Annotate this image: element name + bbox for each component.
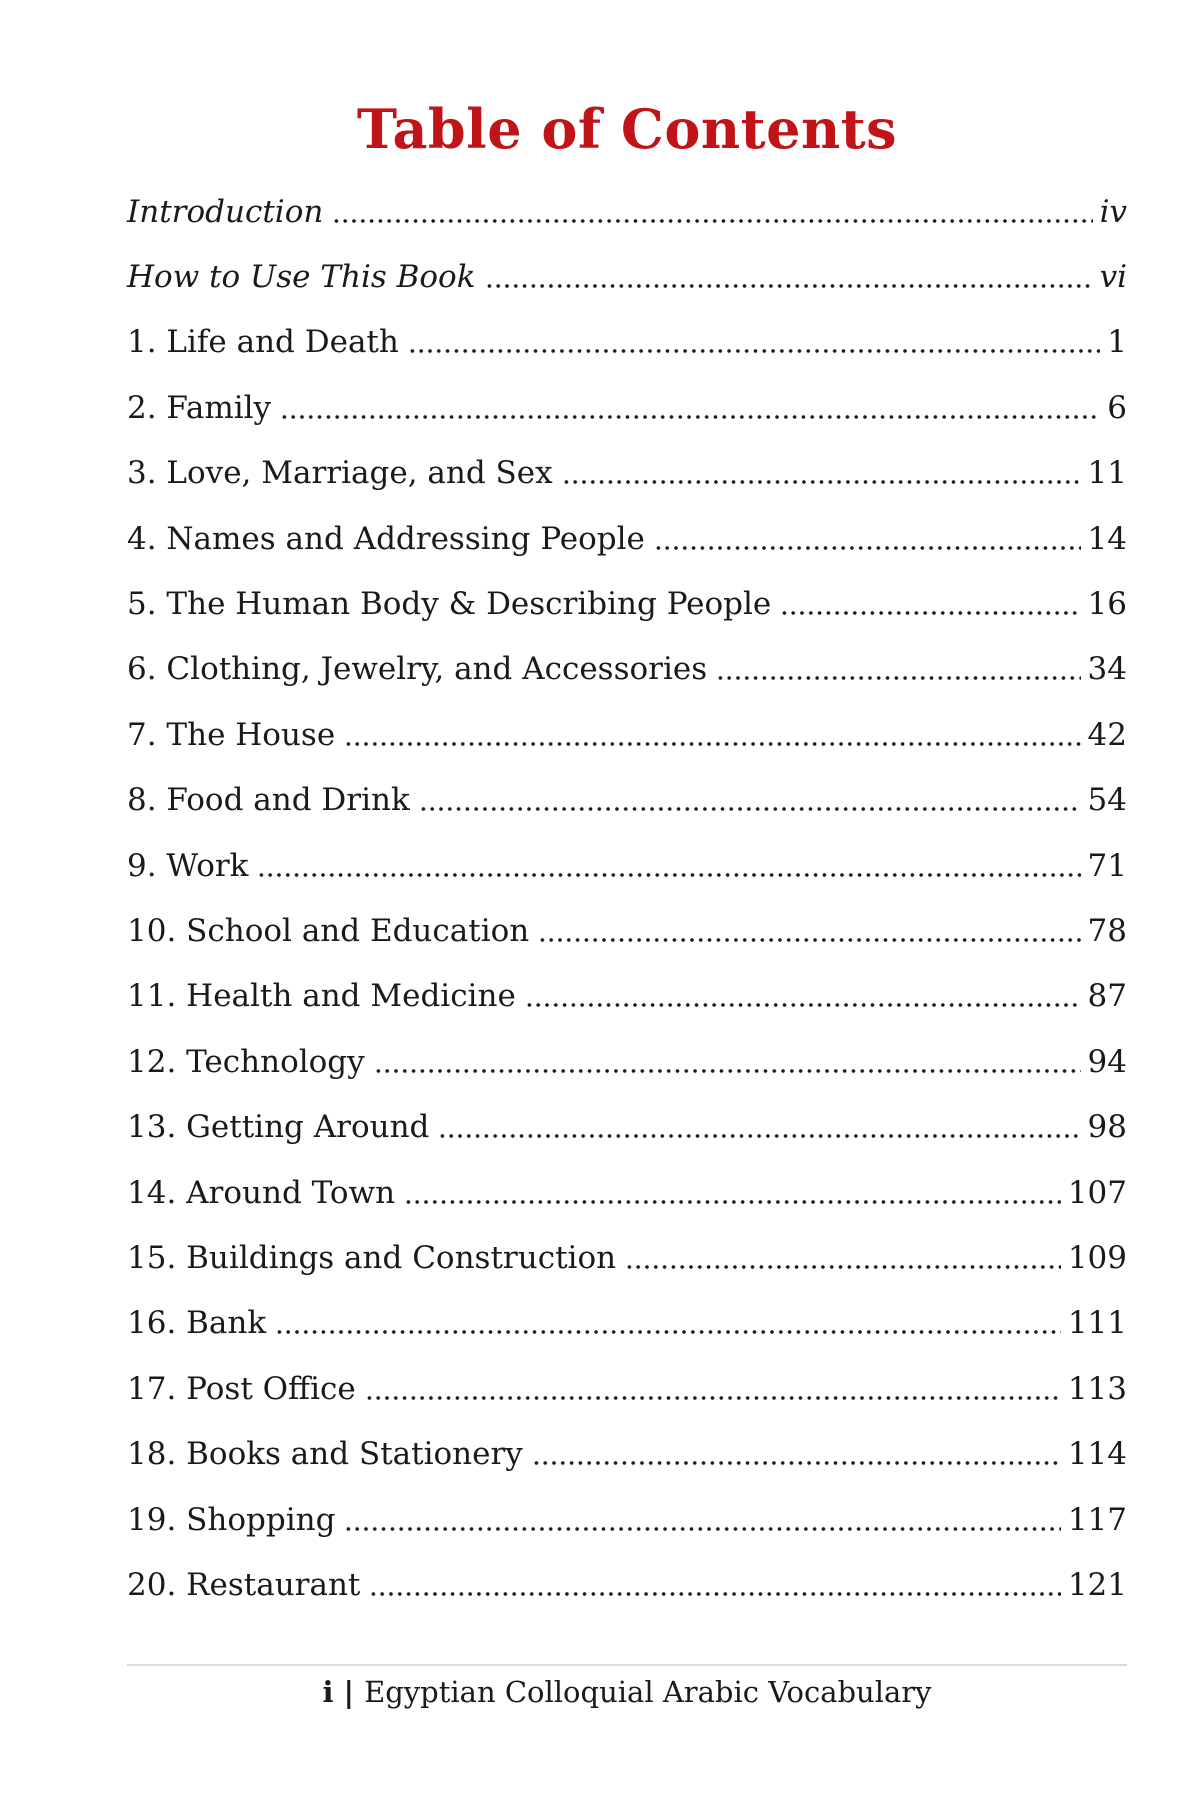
toc-entry-page: vi <box>1099 259 1127 296</box>
dot-leader <box>402 1160 1061 1225</box>
toc-entry[interactable] <box>127 244 1127 309</box>
dot-leader <box>278 375 1100 440</box>
toc-entry[interactable] <box>127 768 1127 833</box>
toc-entry-page: 14 <box>1087 520 1127 557</box>
toc-entry[interactable] <box>127 179 1127 244</box>
toc-entry-page: 6 <box>1107 389 1127 426</box>
dot-leader <box>652 506 1081 571</box>
dot-leader <box>623 1225 1061 1290</box>
page-footer <box>127 1672 1127 1712</box>
toc-entry-page: 54 <box>1087 782 1127 819</box>
footer-divider <box>127 1664 1127 1666</box>
toc-entry-label: 4. Names and Addressing People <box>127 520 645 557</box>
toc-entry[interactable] <box>127 571 1127 636</box>
dot-leader <box>367 1552 1060 1617</box>
dot-leader <box>342 1487 1060 1552</box>
toc-entry[interactable] <box>127 375 1127 440</box>
toc-entry-label: 9. Work <box>127 847 249 884</box>
footer-separator: | <box>343 1675 355 1709</box>
toc-entry-page: 87 <box>1087 978 1127 1015</box>
toc-entry-label: 10. School and Education <box>127 912 530 949</box>
table-of-contents <box>127 179 1127 1618</box>
toc-entry[interactable] <box>127 1291 1127 1356</box>
toc-entry-page: 42 <box>1087 716 1127 753</box>
toc-entry-label: 15. Buildings and Construction <box>127 1239 617 1276</box>
toc-entry-label: 14. Around Town <box>127 1174 396 1211</box>
toc-entry[interactable] <box>127 1552 1127 1617</box>
toc-entry-page: 98 <box>1087 1109 1127 1146</box>
dot-leader <box>536 898 1080 963</box>
toc-entry-page: 16 <box>1087 586 1127 623</box>
dot-leader <box>483 244 1093 309</box>
toc-entry[interactable] <box>127 702 1127 767</box>
toc-entry[interactable] <box>127 506 1127 571</box>
toc-entry-label: 5. The Human Body & Describing People <box>127 586 772 623</box>
toc-entry-label: 8. Food and Drink <box>127 782 410 819</box>
toc-entry-label: 16. Bank <box>127 1305 267 1342</box>
toc-entry-label: 18. Books and Stationery <box>127 1436 523 1473</box>
toc-entry-page: 11 <box>1087 455 1127 492</box>
toc-entry[interactable] <box>127 1487 1127 1552</box>
dot-leader <box>560 441 1081 506</box>
dot-leader <box>406 310 1100 375</box>
page-title: Table of Contents <box>356 97 898 161</box>
toc-entry-label: 2. Family <box>127 389 272 426</box>
toc-entry-page: 121 <box>1067 1566 1127 1603</box>
toc-entry-label: 3. Love, Marriage, and Sex <box>127 455 553 492</box>
dot-leader <box>342 702 1080 767</box>
dot-leader <box>530 1421 1061 1486</box>
dot-leader <box>273 1291 1061 1356</box>
toc-entry-page: 94 <box>1087 1043 1127 1080</box>
toc-entry[interactable] <box>127 833 1127 898</box>
toc-entry[interactable] <box>127 964 1127 1029</box>
toc-entry[interactable] <box>127 1029 1127 1094</box>
toc-entry-label: 17. Post Office <box>127 1370 356 1407</box>
dot-leader <box>330 179 1092 244</box>
toc-entry-page: iv <box>1099 193 1127 230</box>
toc-entry-page: 114 <box>1067 1436 1127 1473</box>
toc-entry-page: 111 <box>1067 1305 1127 1342</box>
toc-entry-page: 34 <box>1087 651 1127 688</box>
toc-entry-page: 117 <box>1067 1501 1127 1538</box>
toc-entry-label: 12. Technology <box>127 1043 365 1080</box>
dot-leader <box>714 637 1080 702</box>
footer-book-title: Egyptian Colloquial Arabic Vocabulary <box>364 1675 932 1709</box>
toc-entry-page: 78 <box>1087 912 1127 949</box>
toc-entry-label: 6. Clothing, Jewelry, and Accessories <box>127 651 708 688</box>
toc-entry-label: 1. Life and Death <box>127 324 399 361</box>
dot-leader <box>778 571 1080 636</box>
dot-leader <box>363 1356 1061 1421</box>
toc-entry-label: 19. Shopping <box>127 1501 336 1538</box>
toc-entry[interactable] <box>127 1094 1127 1159</box>
toc-entry-page: 71 <box>1087 847 1127 884</box>
toc-entry[interactable] <box>127 310 1127 375</box>
toc-entry-page: 107 <box>1067 1174 1127 1211</box>
toc-entry[interactable] <box>127 637 1127 702</box>
toc-entry-page: 113 <box>1067 1370 1127 1407</box>
dot-leader <box>436 1094 1080 1159</box>
toc-entry[interactable] <box>127 1160 1127 1225</box>
toc-entry-label: 11. Health and Medicine <box>127 978 516 1015</box>
dot-leader <box>417 768 1081 833</box>
toc-entry[interactable] <box>127 441 1127 506</box>
dot-leader <box>372 1029 1081 1094</box>
toc-entry[interactable] <box>127 898 1127 963</box>
toc-entry-label: 7. The House <box>127 716 336 753</box>
toc-entry[interactable] <box>127 1356 1127 1421</box>
toc-entry-label: 20. Restaurant <box>127 1566 361 1603</box>
dot-leader <box>523 964 1081 1029</box>
toc-entry-page: 1 <box>1107 324 1127 361</box>
toc-entry-page: 109 <box>1067 1239 1127 1276</box>
toc-entry[interactable] <box>127 1225 1127 1290</box>
toc-entry[interactable] <box>127 1421 1127 1486</box>
footer-page-number: i <box>322 1675 334 1709</box>
toc-entry-label: Introduction <box>127 193 324 230</box>
toc-entry-label: How to Use This Book <box>127 259 476 296</box>
toc-entry-label: 13. Getting Around <box>127 1109 430 1146</box>
dot-leader <box>255 833 1080 898</box>
